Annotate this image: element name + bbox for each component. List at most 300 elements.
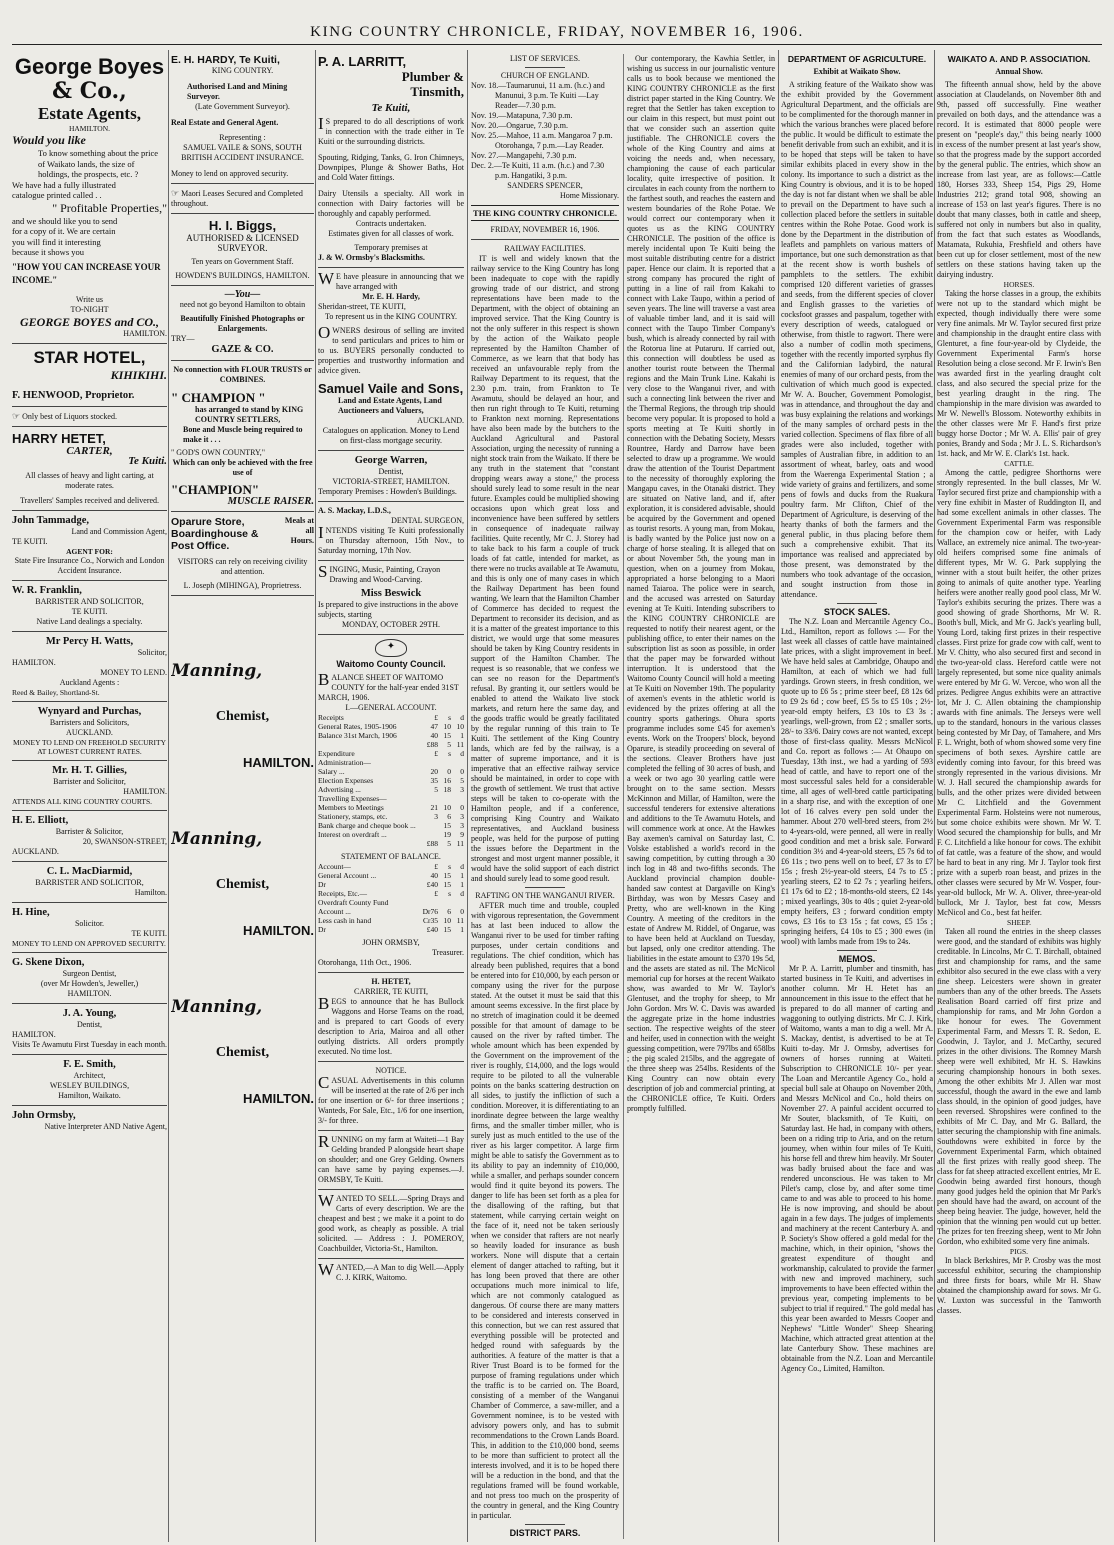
hardy-maori: Maori Leases Secured and Completed throughout. <box>171 189 303 208</box>
notice-title: NOTICE. <box>375 1066 407 1075</box>
account-label: Interest on overdraft ... <box>318 830 387 839</box>
bal-title: BALANCE SHEET OF WAITOMO COUNTY for the half-year ended 31ST MARCH, 1906. <box>318 670 459 702</box>
vaile-place: AUCKLAND. <box>417 416 464 425</box>
account-amount <box>425 821 438 830</box>
dixon-addr: (over Mr Howden's, Jeweller,) <box>40 978 139 988</box>
champ-raiser: MUSCLE RAISER. <box>227 496 314 507</box>
dixon-name: G. Skene Dixon, <box>12 956 85 968</box>
franklin-place: TE KUITI. <box>71 606 108 616</box>
account-amount: 6 <box>447 812 451 821</box>
column-rule <box>778 50 779 1542</box>
horses-text: Taking the horse classes in a group, the exhibits were not up to the standard which might be expected, though individually there were some very fine animals. Mr W. Taylor secured first prize and championship in the draught entire class with Glenturet, a fine four-year-old by Clydeide, the Government Experimental Farm's horse Resolution being a close second. Mr F. Irwin's Ben was awarded first in the yearling draught colt class, and also secured the special prize for the best yearling draught in the ring. The championship in the mare division was awarded to Mr W. Newell's Blossom. Noteworthy exhibits in the other classes were Mr F. Hand's first prize buggy horse Doctor ; Mr W. A. Ellis' pair of grey ponies, Brandy and Soda ; Mr J. L. S. Richardson's 1st. hack, and Mr W. E. Clark's 1st. hack. <box>937 289 1101 458</box>
smith-name: F. E. Smith, <box>63 1058 116 1070</box>
account-amount: Dr76 <box>422 907 438 916</box>
account-amount: £40 <box>426 925 438 934</box>
account-amount <box>425 758 438 767</box>
service-text: —Taumarunui, 11 a.m. (h.c.) and Manunui, 3 p.m. Te Kuiti —Lay Reader—7.30 p.m. <box>495 81 605 110</box>
franklin-role: BARRISTER AND SOLICITOR, <box>35 596 144 606</box>
column-2 <box>171 54 314 1539</box>
hardy-maori-row <box>171 188 314 209</box>
account-label: General Rates, 1905-1906 <box>318 722 397 731</box>
boyes-sig-place: HAMILTON. <box>123 328 167 338</box>
tammadge-ins: State Fire Insurance Co., Norwich and London Accident Insurance. <box>14 555 165 575</box>
account-amount: 3 <box>460 785 464 794</box>
account-amount: 15 <box>443 731 451 740</box>
larritt-contracts: Contracts undertaken. <box>355 219 427 228</box>
watts-role: Solicitor, <box>137 647 167 657</box>
henwood: F. HENWOOD, Proprietor. <box>12 389 135 401</box>
account-label: Account ... <box>318 907 351 916</box>
macd-role: BARRISTER AND SOLICITOR, <box>35 877 144 887</box>
smith-place: Hamilton, Waikato. <box>58 1090 121 1100</box>
memos-text: Mr P. A. Larritt, plumber and tinsmith, has started business in Te Kuiti, and advertises in another column. Mr H. Hetet has an announcement in this issue to the effect that he is prepared to do all manner of carting and waggoning to outlying districts. Mr C. J. Kirk, of Waitomo, wants a man to dig a well. Mr A. S. Mackay, dentist, is advertised to be at Te Kuiti to-day. Mr J. Ormsby, advertises for owners of horses running at Waiteti. Subscription to CHRONICLE 10/- per year. The Loan and Mercantile Agency Co., hold a special bull sale at Ohaupo on November 20th, and Messrs McNicol and Co., hold theirs on November 27. A painful accident occurred to Mr Souter, blacksmith, of Te Kuiti, on Saturday last. He had, in company with others, been on a riding trip to Aria, and on the return journey, when within four miles of Te Kuiti, his horse fell and threw him heavily. Mr Souter was badly bruised about the face and was rendered unconscious. He was taken to Mr Pilet's camp, close by, and after some time came to and was able to proceed to his home. He is now improving, and should be about again in a few days. The judges of implements and machinery at the recent Canterbury A. and P. Society's Show offered a gold medal for the machine, which, in their opinion, "shows the greatest expenditure of thought and workmanship, calculated to provide the farmer with new and improved machinery, such improvements to have been effected within the previous year, competing implements to be subject to trial if required." The gold medal has this year been awarded to Messrs Cooper and Nephews' "Little Wonder" Sheep Shearing Machine, which attracted great attention at the late Canterbury Show. These machines are obtainable from the N.Z. Loan and Mercantile Agency Co., Limited, Hamilton. <box>781 964 933 1373</box>
account-amount: 11 <box>456 740 464 749</box>
gen-acct: I.—GENERAL ACCOUNT. <box>345 703 437 712</box>
account-amount: 11 <box>456 839 464 848</box>
boyes-body2: We have had a fully illustrated catalogue printed called . . <box>12 179 116 200</box>
boyes-write: Write us <box>75 294 103 304</box>
account-amount: 3 <box>460 821 464 830</box>
hetet-place: Te Kuiti. <box>128 454 167 467</box>
vaile-name: Samuel Vaile and Sons, <box>318 381 464 396</box>
hetet-trade: CARTER, <box>66 444 113 457</box>
account-amount <box>423 898 438 907</box>
gillies-role: Barrister and Solicitor, <box>53 776 126 786</box>
biggs-name: H. I. Biggs, <box>208 218 277 233</box>
account-row <box>318 785 464 794</box>
warren-addr: VICTORIA-STREET, HAMILTON. <box>332 477 450 486</box>
account-amount: 47 <box>430 722 438 731</box>
service-date: Dec. 2. <box>471 161 494 170</box>
column-rule <box>315 50 316 1542</box>
service-text: —Ongarue, 7.30 p.m. <box>498 121 569 130</box>
account-amount: £88 <box>426 839 438 848</box>
mackay-name: A. S. Mackay, L.D.S., <box>318 506 391 515</box>
elliott-name: H. E. Elliott, <box>12 814 69 826</box>
account-amount: d <box>460 889 464 898</box>
elliott-place: AUCKLAND. <box>12 846 59 856</box>
account-amount: s <box>448 889 451 898</box>
memos-title: MEMOS. <box>838 954 876 964</box>
oparure-header <box>171 516 314 552</box>
account-amount: 11 <box>456 916 464 925</box>
young-role: Dentist, <box>76 1019 103 1029</box>
hetet-body2: Travellers' Samples received and delivered. <box>19 495 160 505</box>
boyes-sig: GEORGE BOYES and CO., <box>19 314 160 329</box>
larritt-body3: Dairy Utensils a specialty. All work in connection with Dairy factories will be thoroughly and capably performed. <box>318 189 464 218</box>
hetet2-body: BEGS to announce that he has Bullock Waggons and Horse Teams on the road, and is prepared to cart Goods of every description to Aria, Mairoa and all other outlying districts. All orders promptly executed. No time lost. <box>318 994 464 1056</box>
hine-place: TE KUITI. <box>131 928 167 938</box>
account-amount: 5 <box>434 785 438 794</box>
services-list <box>471 81 619 181</box>
account-label: Receipts, Etc.— <box>318 889 367 898</box>
masthead: KING COUNTRY CHRONICLE, FRIDAY, NOVEMBER 16, 1906. <box>310 24 804 40</box>
beswick-name: Miss Beswick <box>360 588 422 599</box>
raft-text: AFTER much time and trouble, coupled with vigorous representation, the Government has at last been induced to allow the Wanganui river to be used for timber rafting purposes, under certain conditions and regulations. The chief condition, which has already been published, requires that a bond be entered into for £10,000, by each person or company using the river for the purpose stated. At the outset it must be said that this amount seems excessive. In the first place by no stretch of imagination could it be deemed possible for that amount of damage to be caused on the river by rafted timber. The whole amount which has been expended by the Government on the improvement of the river is roughly, £14,000, and the logs would require to be piloted to all the vulnerable points on the banks scattering destruction on all sides, to justify the infliction of such a condition. Moreover, it is differentiating to an inordinate degree between the large wealthy firms, and the smaller timber miller, who is surely just as much entitled to the use of the river as his larger competitor. A large firm might be able to satisfy the Government as to its ability to pay an indemnity of £10,000, while a smaller, and perhaps sounder concern would find it quite beyond its powers. The danger to life has been set forth as a plea for the disallowing of the rafting, but that statement, while carrying certain weight on the face of it, need not be taken seriously when we consider that rafters are not nearly so heavily loaded for insurance as bush workers. None will dispute that a certain element of danger attached to rafting, but it has long been proved that there are other occupations much more inimical to life, which are not commonly catalogued as dangerous. Of course there are many matters to be considered and interests conserved in this connection, but we can rest assured that everything possible will be protected and hedged round with safeguards by the authorities. A feature of the matter is that a River Trust Board is to be formed for the purpose of framing regulations under which the traffic is to be carried on. The Board, consisting of a member of the Wanganui Chamber of Commerce, a saw-miller, and a Government nominee, is to be vested with advisory powers only, and has to submit recommendations to the Crown Lands Board. This, in addition to the £10,000 bond, seems to be more than sufficient to protect all the interests involved, and it is to be hoped there will be a reduction in the bond, and that the regulations framed will be found workable, and not press too much on the prosperity of the country in general, and the King Country in particular. <box>471 901 619 1520</box>
hetet2-name: H. HETET, <box>371 977 411 986</box>
gillies-place: HAMILTON. <box>123 786 167 796</box>
account-row <box>318 830 464 839</box>
service-text: —Te Kuiti, 11 a.m. (h.c.) and 7.30 p.m. Hangatiki, 3 p.m. <box>493 161 605 180</box>
vaile-notice: WE have pleasure in announcing that we have arranged with <box>318 269 464 291</box>
dixon-role: Surgeon Dentist, <box>62 968 117 978</box>
account-label: Members to Meetings <box>318 803 384 812</box>
larritt-temp: Temporary premises at <box>354 243 428 252</box>
account-amount: 6 <box>447 907 451 916</box>
account-row <box>318 794 464 803</box>
account-amount: £ <box>434 862 438 871</box>
hetet-body: All classes of heavy and light carting, at moderate rates. <box>25 470 154 490</box>
chemist-1: Chemist, <box>215 709 270 724</box>
star-place: KIHIKIHI. <box>110 367 167 382</box>
tammadge-agent: AGENT FOR: <box>66 546 113 556</box>
wanted-sell: WANTED TO SELL.—Spring Drays and Carts of every description. We are the cheapest and best ; we make it a point to do good work, as cheaply as possible. A trial solicited. — Address : J. POMEROY, Coachbuilder, Victoria-St., Hamilton. <box>318 1191 464 1253</box>
account-row <box>318 862 464 871</box>
wanted-well: WANTED,—A Man to dig Well.—Apply C. J. KIRK, Waitomo. <box>318 1260 464 1282</box>
column-rule <box>168 50 169 1542</box>
hine-name: H. Hine, <box>12 906 50 918</box>
boyes-profitable: " Profitable Properties," <box>52 200 167 215</box>
pars-title: DISTRICT PARS. <box>509 1528 581 1538</box>
account-row <box>318 776 464 785</box>
account-amount: 1 <box>460 880 464 889</box>
wynyard-role: Barristers and Solicitors, <box>49 717 130 727</box>
sheep-text: Taken all round the entries in the sheep classes were good, and the standard of exhibits was highly creditable. In Lincolns, Mr C. T. Birchall, obtained first and championship for rams, and the same exhibitor also secured in the ewe class with a very fine sheep. Leicesters were shown in greater numbers than any of the other breeds. The Assets Realisation Board carried off first prize and championship for rams, and Mr John Gordon a like honour for ewes. The Government Experimental Farm, and Messrs T. R. Sedon, E. Goodwin, J. Taylor, and J. McCarthy, secured prizes in the other divisions. The Romney Marsh sheep were well exhibited, Mr H. S. Hawkins securing championship honours in both sexes. Among the other exhibits Mr J. Allen war most successful, though the award in the ewe and lamb class should, in the opinion of good judges, have been reversed. Shropshires were confined to the exhibits of Mr C. Day, and Mr G. Ballard, the latter securing the championship with fine animals. Southdowns were exhibited in force by the Government Experimental Farm, which obtained all the first prizes with really good sheep. The class for fat sheep attracted excellent entries, Mr E. Goodwin being awarded first honours, though many good judges held the opinion that Mr Park's pen should have had the award, on account of the sheep being heavier. The judge, however, held the opinion that the winning pen would cut up better. The prizes for ten freezing sheep, went to Mr John Gordon, who exhibited some very fine animals. <box>937 927 1101 1246</box>
column-5 <box>781 54 933 1539</box>
balance-table <box>318 862 464 934</box>
champ-trusts: No connection with FLOUR TRUSTS or COMBINES. <box>173 365 312 384</box>
oparure-prop: L. Joseph (MIHINGA), Proprietress. <box>183 581 302 590</box>
hetet-name: HARRY HETET, <box>12 430 106 446</box>
column-rule <box>934 50 935 1542</box>
watts-agents2: Reed & Bailey, Shortland-St. <box>12 687 100 697</box>
chemist-2: Chemist, <box>215 877 270 892</box>
champ-body2: Bone and Muscle being required to make it . . . <box>183 425 303 444</box>
general-account-table: Receipts £ s d General Rates, 1905-1906 47 10 10 Balance 31st March, 1906 40 15 1 £88 5 11 Expenditure £ s d Administration— Salary ... 20 0 0 Election Expenses 35 16 5 Advertising ... 5 18 3 Travelling Expenses— Members to Meetings 21 10 0 Stationery, stamps, etc. 3 6 3 Bank charge and cheque book ... 15 3 Interest on overdraft ... 19 9 £88 5 11 <box>318 713 464 848</box>
account-amount: 18 <box>443 785 451 794</box>
service-date: Nov. 27. <box>471 151 499 160</box>
account-row <box>318 731 464 740</box>
account-amount: 3 <box>460 812 464 821</box>
account-label: Balance 31st March, 1906 <box>318 731 397 740</box>
chemist-3: Chemist, <box>215 1045 270 1060</box>
champ-body: has arranged to stand by KING COUNTRY SETTLERS, <box>195 405 304 424</box>
account-amount: 21 <box>430 803 438 812</box>
service-date: Nov. 20. <box>471 121 499 130</box>
account-amount: 1 <box>460 925 464 934</box>
larritt-body2: Spouting, Ridging, Tanks, G. Iron Chimneys, Downpipes, Plunge & Shower Baths, Hot and Cold Water fittings. <box>318 153 464 182</box>
account-amount: 0 <box>460 803 464 812</box>
account-amount: 10 <box>443 722 451 731</box>
account-row <box>318 767 464 776</box>
column-1 <box>12 54 167 1539</box>
young-name: J. A. Young, <box>62 1007 117 1019</box>
show-sub: Annual Show. <box>995 67 1043 76</box>
account-amount <box>425 830 438 839</box>
account-row <box>318 898 464 907</box>
account-amount: Cr35 <box>423 916 438 925</box>
vaile-hardy2: Sheridan-street, TE KUITI, <box>318 302 406 311</box>
account-label: Overdraft County Fund <box>318 898 389 907</box>
boyes-would: Would you like <box>12 133 86 147</box>
oparure-meals: Meals at all Hours. <box>284 516 314 545</box>
account-label: Election Expenses <box>318 776 374 785</box>
service-item <box>471 151 619 161</box>
account-label: Dr <box>318 880 326 889</box>
show-title: WAIKATO A. AND P. ASSOCIATION. <box>947 54 1091 64</box>
account-row <box>318 925 464 934</box>
service-item <box>471 131 619 151</box>
account-amount: 0 <box>447 767 451 776</box>
service-date: Nov. 19. <box>471 111 499 120</box>
account-amount: 10 <box>443 916 451 925</box>
account-row <box>318 803 464 812</box>
cattle-title: CATTLE. <box>1004 459 1034 468</box>
paper-date: FRIDAY, NOVEMBER 16, 1906. <box>490 225 600 234</box>
champ-body3: Which can only be achieved with the free use of <box>172 458 313 477</box>
account-amount: £ <box>434 889 438 898</box>
warren-temp: Temporary Premises : Howden's Buildings. <box>318 487 457 496</box>
account-label: Bank charge and cheque book ... <box>318 821 416 830</box>
stock-title: STOCK SALES. <box>823 607 891 617</box>
boyes-tonight: TO-NIGHT <box>70 304 109 314</box>
oparure-title: Oparure Store, Boardinghouse & Post Office. <box>171 516 259 552</box>
beswick-date: MONDAY, OCTOBER 29TH. <box>341 620 441 629</box>
champ-title2: "CHAMPION" <box>171 482 260 497</box>
watts-money: MONEY TO LEND. <box>100 667 167 677</box>
tammadge-role: Land and Commission Agent, <box>71 526 167 536</box>
pointing-hand-icon: ☞ <box>12 410 21 421</box>
wynyard-name: Wynyard and Purchas, <box>37 705 142 717</box>
hardy-repr: Representing : <box>219 133 266 142</box>
account-amount <box>451 898 464 907</box>
hardy-money: Money to lend on approved security. <box>171 169 289 178</box>
sheep-title: SHEEP. <box>1007 918 1031 927</box>
larritt-ormsby: J. & W. Ormsby's Blacksmiths. <box>318 253 425 262</box>
henwood-note-row <box>12 411 167 422</box>
account-amount: £40 <box>426 880 438 889</box>
young-place: HAMILTON. <box>12 1029 56 1039</box>
hardy-region: KING COUNTRY. <box>211 66 274 75</box>
ormsby-role: Native Interpreter AND Native Agent, <box>44 1121 167 1131</box>
vaile-cat: Catalogues on application. Money to Lend on first-class mortgage security. <box>322 426 460 445</box>
account-amount: 0 <box>460 907 464 916</box>
hardy-firms: SAMUEL VAILE & SONS, SOUTH BRITISH ACCIDENT INSURANCE. <box>181 143 304 162</box>
manning-3: Manning, <box>171 997 263 1017</box>
gillies-name: Mr. H. T. Gillies, <box>52 764 127 776</box>
column-rule <box>467 50 468 1542</box>
larritt-est: Estimates given for all classes of work. <box>328 229 454 238</box>
horses-title: HORSES. <box>1003 280 1035 289</box>
account-amount: 20 <box>430 767 438 776</box>
account-row <box>318 871 464 880</box>
account-row <box>318 889 464 898</box>
account-label <box>318 839 425 848</box>
account-amount: 5 <box>460 776 464 785</box>
account-label <box>318 740 425 749</box>
wynyard-money: MONEY TO LEND ON FREEHOLD SECURITY AT LOWEST CURRENT RATES. <box>13 737 166 756</box>
account-row <box>318 740 464 749</box>
smith-addr: WESLEY BUILDINGS, <box>49 1080 130 1090</box>
champ-gods: " GOD'S OWN COUNTRY," <box>171 448 266 457</box>
account-amount: 5 <box>447 839 451 848</box>
account-label: Stationery, stamps, etc. <box>318 812 388 821</box>
account-amount: 40 <box>430 871 438 880</box>
service-item <box>471 111 619 121</box>
pars-text: Our contemporary, the Kawhia Settler, in wishing us success in our journalistic venture calls us to book because we mentioned the KING COUNTRY CHRONICLE as the first district paper started in the King Country. We regret that the Settler has taken exception to our claim in this respect, but must point out that we consider such an assertion quite justifiable. The CHRONICLE covers the whole of the King Country and aims at voicing the needs and, when necessary, championing the cause of each particular locality, quite irrespective of position. It circulates in each county from the northern to the farthest south, and reaches the eastern and western boundaries of the Rohe Potae. We would correct our contemporary when it quotes us as the KING COUNTRY CHRONICLE. The position of the office is merely incidental upon Te Kuiti being the most suitable distributing centre for a district paper. Hence our claim. It is reported that a strong company has procured the right of putting in a line of rail from Kakahi to connect with Lake Taupo, within a period of seven years. The line will traverse a vast area of valuable timber land, and it is said will connect with the Taupo Timber Company's bush, which is already connected by rail with the Rotorua line at Putaruru. If carried out, this connection will doubtless be used as another tourist route between the Thermal regions and the Main Trunk Line. Kakahi is very close to the Wanganui river, and with such a connecting link between the river and the Thermal Regions, the through trip should become very popular. It is proposed to hold a sports meeting at Te Kuiti shortly in connection with the Debating Society, Messrs Rountree, Hardy and Darrow have been selected to draw up a programme. We would draw the attention of the Tourist Department to the necessity of thoroughly exploring the Mangapu caves, in the Otanaki district. They are situated on Native land, and if, after exploration, it is considered advisable, should be acquired by the Government and opened as tourist resorts. A young man, from Mokau, is badly wanted by the Police just now on a charge of horse stealing. It is alleged that on or about November 5th, the young man in question, when on a journey from Mokau, appropriated a horse belonging to a Maori named Taiaroa. The police were in search, and the accused was arrested on Saturday evening at Te Kuiti. Intending subscribers to the KING COUNTRY CHRONICLE are requested to notify their nearest agent, or the publishing office, to enter their names on the subscription list as soon as possible, in order that the paper may be forwarded without interruption. It is understood that the Waitomo County Council will hold a meeting at Te Kuiti on November 19th. The popularity of axemen's events in the athletic world is evidenced by the prizes offering at all the country sports gatherings. Ohura sports programme includes some £45 for axemen's events. Work on the Troopers' block, beyond Oparure, is steadily proceeding on several of the sections. Cleaver Brothers have just completed the felling of 30 acres of bush, and a week or two ago 30 yearling cattle were brought on to the same section. Messrs McKinnon and Millar, of Hamilton, were the successful tenderers for extensive alterations and additions to the Te Awamutu Hotels, and will commence work at once. At the Hawkes Bay axemen's carnival on Saturday last, C. Volske established a world's record in the sawing competition, by cutting through a 30 inch log in 48 and two-fifths seconds. The Auckland provincial champion double-handed saw contest at Dargaville on King's Birthday, was won by Messrs Casey and Pretty, who are well-known in the King Country. A meeting of the creditors in the estate of Andrew M. Riddel, of Ongarue, was to have been held at Auckland on Tuesday, but lapsed, only one creditor attending. The liabilities in the estate amount to £370 19s 5d, and the assets are stated as nil. The McNicol memorial cup for horses at the recent Waikato show, was awarded to Mr W. Taylor's Glentuset, and the trophy for sheep, to Mr John Gordon. Mrs W. C. Davis was awarded the aggregate prize in the home industries section. The respective weights of the steer and heifer, used in connection with the weight guessing competition, were 797lbs and 658lbs ; the pig scaled 215lbs, and the aggregate of the three sheep was 254lbs. Residents of the King Country can now obtain every description of job and commercial printing, at the CHRONICLE office, Te Kuiti. Orders promptly fulfilled. <box>627 54 775 1113</box>
account-row <box>318 821 464 830</box>
larritt-name: P. A. LARRITT, <box>318 54 407 69</box>
singing: SINGING, Music, Painting, Crayon Drawing and Wood-Carving. <box>318 562 441 584</box>
vaile-body: OWNERS desirous of selling are invited to send particulars and prices to him or to us. BUYERS personally conducted to properties and trustworthy information and advice given. <box>318 323 464 375</box>
service-text: —Mangapehi, 7.30 p.m. <box>498 151 577 160</box>
young-note: Visits Te Awamutu First Tuesday in each month. <box>12 1039 167 1049</box>
services-sig: SANDERS SPENCER, <box>507 181 583 190</box>
rail-text: IT is well and widely known that the railway service to the King Country has long been inadequate to cope with the rapidly growing trade of our district, and strong representations have been made to the Department, with the object of obtaining an improved service. That the King Country is not the only sufferer in this respect is shown by the action of the Waikato people represented by the Hamilton Chamber of Commerce, as we learn that that body has received an unfavourable reply from the Railway Department to its request, that the 2.30 p.m. train, from Frankton to Te Awamutu, should be delayed an hour, and then run right through to Te Kuiti, returning to Frankton next morning. Representations have also been made by the butchers to the Auckland Agricultural and Pastoral Association, urging the necessity of running a night stock train from the Waikato. If there be any truth in the statement that "constant dropping wears away a stone," the process should surely lead to some result in the near future. Examples could be multiplied showing occasions upon which great loss and inconvenience have been suffered by settlers in consequence of inadequate railway facilities. Quite recently, Mr C. J. Storey had to take back to his farm a couple of truck loads of fat cattle, intended for market, as there were no trucks available at Te Awamutu, and this is only one of many cases in which the Railway Department has been found wanting. We learn that the Hamilton Chamber of Commerce has decided to request the Department to reconsider its decision, and as it is a matter of the greatest importance to this district, we would urge that some measures should be taken by King Country residents in support of the Hamilton Chamber. The request is so reasonable, that we confess we can see no reason for the Department's refusal. By granting it, our settlers would be enabled to attend the Waikato live stock markets, and return here the same day, and the goods traffic would be greatly facilitated by the regular running of this train to Te Kuiti. The settlement of the King Country lands, which are fed by the railway, is a matter of supreme importance, and it is imperative that an effective railway service should be maintained, in order to cope with the growth of settlement. We trust that active steps will be taken to co-operate with the Hamilton people, and if a conference, comprising King Country and Waikato representatives, and Auckland business people, was held for the purpose of putting the issues before the Department in the strongest and most urgent manner possible, it would have the solid support of each district and should surely lead to some good result. <box>471 254 619 883</box>
tammadge-name: John Tammadge, <box>12 514 90 526</box>
paper-title: THE KING COUNTRY CHRONICLE. <box>471 205 619 221</box>
account-amount: 35 <box>430 776 438 785</box>
account-amount: 3 <box>434 812 438 821</box>
hamilton-2: HAMILTON. <box>242 923 314 938</box>
pigs-text: In black Berkshires, Mr P. Crosby was the most successful exhibitor, securing the championship and three firsts for boars, while Mr H. Shaw obtained the championship award for sows. Mr G. W. Luxton was successful in the Tamworth classes. <box>937 1256 1101 1315</box>
hine-money: MONEY TO LEND ON APPROVED SECURITY. <box>12 938 166 948</box>
running-body: RUNNING on my farm at Waiteti—1 Bay Gelding branded P alongside heart shape on shoulder; and one Grey Gelding. Owners can have same by paying expenses.—J. ORMSBY, Te Kuiti. <box>318 1132 464 1184</box>
hine-role: Solicitor. <box>74 918 105 928</box>
service-date: Nov. 18. <box>471 81 499 90</box>
ormsby-sig: JOHN ORMSBY, <box>362 938 420 947</box>
account-amount: 40 <box>430 731 438 740</box>
services-church: CHURCH OF ENGLAND. <box>500 71 590 80</box>
ormsby-name: John Ormsby, <box>12 1109 76 1121</box>
hamilton-1: HAMILTON. <box>242 755 314 770</box>
boyes-body3: and we should like you to send for a copy of it. We are certain you will find it interesting because it shows you <box>12 215 118 257</box>
account-row <box>318 916 464 925</box>
account-row <box>318 758 464 767</box>
boyes-body: To know something about the price of Waikato lands, the size of holdings, the prospects, etc. ? <box>38 148 159 179</box>
service-text: —Matapuna, 7.30 p.m. <box>498 111 573 120</box>
gaze-photos: Beautifully Finished Photographs or Enlargements. <box>180 314 305 333</box>
watts-agents: Auckland Agents : <box>59 677 120 687</box>
elliott-addr: 20, SWANSON-STREET, <box>82 836 167 846</box>
account-amount <box>438 794 451 803</box>
column-4 <box>471 54 775 1539</box>
account-amount <box>438 898 451 907</box>
account-amount: 16 <box>443 776 451 785</box>
service-item <box>471 121 619 131</box>
account-amount: d <box>460 862 464 871</box>
macd-name: C. L. MacDiarmid, <box>46 865 133 877</box>
dixon-place: HAMILTON. <box>67 988 112 998</box>
account-row <box>318 722 464 731</box>
column-3 <box>318 54 464 1539</box>
rail-title: RAILWAY FACILITIES. <box>504 244 586 253</box>
hamilton-3: HAMILTON. <box>242 1091 314 1106</box>
account-amount <box>425 794 438 803</box>
ormsby-treas: Treasurer. <box>432 948 464 957</box>
gaze-you: —You— <box>224 289 261 300</box>
gaze-name: GAZE & CO. <box>211 344 274 355</box>
pigs-title: PIGS. <box>1009 1247 1029 1256</box>
macd-place: Hamilton. <box>134 887 167 897</box>
account-amount: 9 <box>460 830 464 839</box>
account-amount <box>438 758 451 767</box>
gaze-need: need not go beyond Hamilton to obtain <box>179 300 306 309</box>
vaile-roles: Land and Estate Agents, Land Auctioneers and Valuers, <box>338 396 442 415</box>
wynyard-place: AUCKLAND. <box>66 727 113 737</box>
boyes-co: & Co., <box>52 78 127 104</box>
service-text: —Mahoe, 11 a.m. Mangaroa 7 p.m. Otorohanga, 7 p.m.—Lay Reader. <box>495 131 613 150</box>
coat-of-arms-icon <box>375 639 407 657</box>
account-amount: 15 <box>443 925 451 934</box>
services-title: LIST OF SERVICES. <box>509 54 581 63</box>
beswick-body: Is prepared to give instructions in the above subjects, starting <box>318 600 459 619</box>
account-row <box>318 907 464 916</box>
stmt-title: STATEMENT OF BALANCE. <box>341 852 441 861</box>
show-text: The fifteenth annual show, held by the above association at Claudelands, on November 8th and 9th, passed off successfully. Fine weather prevailed on both days, and the attendance was a record. It is estimated that 8000 people were present on "people's day," this being nearly 1000 in excess of the number present at last year's show, so that the progress made by the support accorded by the general public. The entries, which show an increase from last year, are as follows:—Cattle 180, Horses 333, Sheep 154, Pigs 29, Home Industries 212; grand total 908, showing an increase of 153 on last year's figures. There is no doubt that many classes, both in cattle and sheep, suffered not only in numbers but also in quality, from the fact that such estates as Woodlands, Matamata, Rukuhia, Freshfield and others have been cut up for closer settlement, most of the new settlers on these stations having taken up the dairying industry. <box>937 80 1101 279</box>
account-amount: 15 <box>443 821 451 830</box>
account-label: Less cash in hand <box>318 916 372 925</box>
account-label: Salary ... <box>318 767 345 776</box>
boyes-place: HAMILTON. <box>68 124 111 133</box>
account-amount: 19 <box>443 830 451 839</box>
raft-title: RAFTING ON THE WANGANUI RIVER. <box>475 891 615 900</box>
hardy-real: Real Estate and General Agent. <box>171 118 279 127</box>
account-amount: 5 <box>447 740 451 749</box>
hardy-auth: Authorised Land and Mining Surveyor. <box>187 82 288 101</box>
champ-title: " CHAMPION " <box>171 390 266 405</box>
account-amount: 10 <box>456 722 464 731</box>
cattle-text: Among the cattle, pedigree Shorthorns were strongly represented. In the bull classes, Mr W. Taylor secured first prize and championship with a very fine exhibit in Master of Ruddington II, and had some excellent animals in other classes. The Government Experimental Farm was responsible for the champion cow or heifer, with Lady Wallace, an extremely nice animal. The two-year-old heifers comprised some fine animals of different types, Mr W. G. Park supplying the winner with a stout built heifer, the other prizes going to animals of quite another type. Yearling heifers were another really good pool class, Mr W. Taylor's exhibits securing the prizes. There was a good showing of grade Shorthorns, Mr W. R. Booth's bull, Mick, and Mr G. Jack's yearling bull, Young Lord, taking first prizes in their respective classes. First prize for grade cow with calf, went to Mr V. Chitty, who also secured first and second in the two-year-old class. Hereford cattle were not largely represented, but some nice quality animals were entered by Mr G. W. Vercoe, who won all the prizes. Pedigree Angus exhibits were an attractive lot, Mr J. C. Allen obtaining the championship awards with fine animals. The Jerseys were well up to the standard, honours in the various classes being contested by Mr Day, of Tamahere, and Mrs F. L. Wright, both of whom showed some very fine specimens of both sexes. Ayrshire cattle are evidently coming into favour, for this breed was strongly represented in the various divisions. Mr W. J. Hall secured the championship awards for bulls, and the other prizes were divided between Mr C. Litchfield and the Government Experimental Farm. Holsteins were not numerous, but some choice exhibits were shown. Mr W. T. Wood secured the championship for bulls, and Mr F. C. Litchfield a like honour for cows. The exhibit of fat cattle, was a feature of the show, and would be hard to beat in any ring. Mr J. Taylor took first prize with a superb roan beast, and prizes in the other classes were secured by Mr W. Vosper, four-year-old bullock, Mr W. A. Oliver, three-year-old bullock, Mr J. Taylor, best fat cow, Messrs McNicol and Co., best fat heifer. <box>937 468 1101 917</box>
hetet2-trade: CARRIER, TE KUITI, <box>353 987 429 996</box>
boyes-name: George Boyes <box>14 54 165 79</box>
stock-text: The N.Z. Loan and Mercantile Agency Co., Ltd., Hamilton, report as follows :— For the last week all classes of cattle have maintained late prices, with a slight improvement in beef. We have held sales at Cambridge, Ohaupo and Hamilton, at each of which we had full yardings. Grown steers, in fresh condition, we quote up to £6 5s ; prime steer beef, £8 12s 6d to £9 2s 6d ; cow beef, £5 5s to £5 10s ; 2½-year-old empty heifers, £3 10s to £3 3s ; yearlings, well-grown, from £2 ; smaller sorts, 28/- to 33/6. Dairy cows are not wanted, except those of first-class quality. Messrs McNicol and Co. report as follows :— At Ohaupo on Tuesday, 13th inst., we had a yarding of 593 head of cattle, and have to report one of the most successful sales held for a considerable time, all ages of well-bred cattle participating in a sharp rise, and with the exception of one lot of 16 calves every pen sold under the hammer. About 270 well-bred steers, from 2½ to 4-years-old, were penned, all were in really good condition and met a brisk sale. Forward condition 3½ and 4-year-old steers, £5 7s 6d to £6 11s ; two pens well on to beef, £7 3s to £7 15s ; fresh 2½-year-old steers, £4 7s to £5 ; yearling steers, £2 to £2 7s ; yearling heifers, £1 17s 6d to £2 ; 18-months-old steers, £2 14s ; mixed yearlings, 30s to 40s ; quiet 2-year-old empty heifers, £3 ; forward condition empty cows, £3 16s to £3 15s ; fat cows, £5 15s ; springing heifers, £4 10s to £5 ; 300 ewes (in wool) with lambs made from 19s to 24s. <box>781 617 933 946</box>
receipts-rows <box>318 722 464 749</box>
tammadge-place: TE KUITI. <box>12 536 48 546</box>
watts-name: Mr Percy H. Watts, <box>45 635 134 647</box>
dept-text: A striking feature of the Waikato show was the exhibit provided by the Government Agricultural Department, and the officials are to be complimented for the thorough manner in which the various branches were placed before the public. It would be difficult to estimate the benefit derivable from such an exhibit, and it is to be hoped that steps will be taken to have similar exhibits placed in every show in the colony. Its importance to such a district as the King Country is obvious, and it is to be hoped the day is not far distant when we shall be able to prevail on the Department to have such a collection placed before the settlers in suitable centres within the Rohe Potae. Good work is done by the Department in the distribution of leaflets and pamphlets on various matters of importance, but one such demonstration as that at the recent show is worth bushels of pamphlets to the settlers. The exhibit comprised 120 different varieties of grasses and seeds, from the different species of clover and English grasses to the varieties of cocksfoot grasses and paspalum, together with every description of weeds, catalogued or otherwise, from thistle to ragwort. There were also a number of codlin moth specimens, together with the recently imported syrphus fly and the Californian ladybird, the natural enemies of many of our orchard pests, from the cultivation of which much good is expected. Mr W. A. Boucher, Government Pomologist, was in attendance, and throughout the day and was busy explaining the relations and workings of the many samples of orchard pests in the varied collection. Specimens of flax fibre of all grades were also included, together with samples of Australian fibre, in addition to an assortment of wheat, barley, oats and wood from the Waerenga Experimental Station ; a wide variety of grains and fertilizers, and some pens of fowls and ducks from the Ruakura poultry farm. Mr Clifton, Chief of the Department of Agriculture, is deserving of the hearty thanks of both the farmers and the general public, in thus placing before them such a comprehensive exhibit. That its importance was realised and appreciated by those present, was demonstrated by the numbers who took advantage of the occasion, and sought instruction from those in attendance. <box>781 80 933 599</box>
dept-title: DEPARTMENT OF AGRICULTURE. <box>787 54 927 64</box>
account-amount: 10 <box>443 803 451 812</box>
account-row <box>318 880 464 889</box>
account-amount: 15 <box>443 880 451 889</box>
account-label: Administration— <box>318 758 371 767</box>
larritt-body: IS prepared to do all descriptions of work in connection with the trade either in Te Kuiti or the surrounding districts. <box>318 114 464 146</box>
biggs-role: AUTHORISED & LICENSED SURVEYOR. <box>186 233 299 253</box>
hardy-name: E. H. HARDY, Te Kuiti, <box>171 54 280 66</box>
boyes-increase: "HOW YOU CAN INCREASE YOUR INCOME." <box>12 261 161 285</box>
account-amount: 15 <box>443 871 451 880</box>
franklin-note: Native Land dealings a specialty. <box>36 616 143 626</box>
account-amount: s <box>448 862 451 871</box>
vaile-hardy: Mr. E. H. Hardy, <box>362 292 420 301</box>
account-amount: £88 <box>426 740 438 749</box>
manning-2: Manning, <box>171 829 263 849</box>
biggs-years: Ten years on Government Staff. <box>191 257 294 266</box>
boyes-role: Estate Agents, <box>38 104 141 123</box>
franklin-name: W. R. Franklin, <box>12 584 82 596</box>
warren-name: George Warren, <box>354 455 428 466</box>
elliott-role: Barrister & Solicitor, <box>55 826 124 836</box>
mackay-role: DENTAL SURGEON, <box>391 516 464 525</box>
account-label: Advertising ... <box>318 785 361 794</box>
account-amount: 1 <box>460 871 464 880</box>
balance-rows <box>318 862 464 934</box>
watts-place: HAMILTON. <box>12 657 56 667</box>
council-title: Waitomo County Council. <box>336 659 446 669</box>
account-amount <box>451 758 464 767</box>
account-amount: 1 <box>460 731 464 740</box>
